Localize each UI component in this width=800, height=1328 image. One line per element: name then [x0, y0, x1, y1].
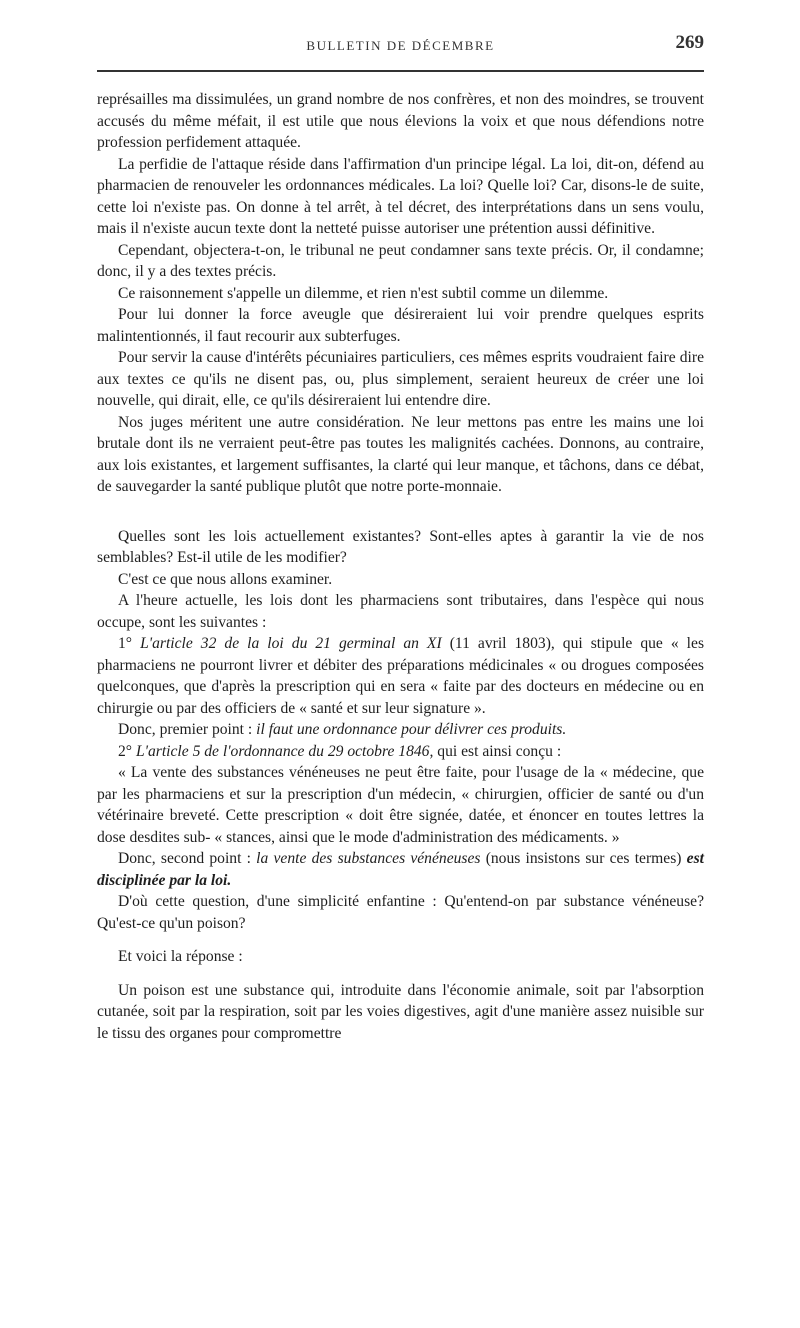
paragraph: Pour lui donner la force aveugle que désireraient lui voir prendre quelques esprits malintentionnés, il faut recourir aux subterfuges.	[97, 306, 704, 345]
law-citation-1	[97, 633, 704, 719]
body-text	[97, 89, 704, 1044]
lead-text: Donc, second point :	[118, 850, 251, 867]
page-header	[97, 30, 704, 60]
item-number: 1°	[118, 635, 133, 652]
emphasis: il faut une ordonnance pour délivrer ces produits.	[256, 721, 567, 738]
paragraph: Ce raisonnement s'appelle un dilemme, et rien n'est subtil comme un dilemme.	[118, 284, 609, 302]
paragraph: D'où cette question, d'une simplicité enfantine : Qu'entend-on par substance vénéneuse? Qu'est-ce qu'un poison?	[97, 893, 704, 932]
aside-text: (nous insistons sur ces termes)	[485, 850, 682, 867]
paragraph: A l'heure actuelle, les lois dont les pharmaciens sont tributaires, dans l'espèce qui nous occupe, sont les suivantes :	[97, 592, 704, 631]
paragraph: La perfidie de l'attaque réside dans l'affirmation d'un principe légal. La loi, dit-on, défend au pharmacien de renouveler les ordonnances médicales. La loi? Quelle loi? Car, disons-le de suite, cette loi n'existe pas. On donne à tel arrêt, à tel décret, des interprétations dans un sens voulu, mais il n'existe aucun texte dont la netteté puisse autoriser une prétention aussi définitive.	[97, 155, 704, 237]
law-quote: « La vente des substances vénéneuses ne peut être faite, pour l'usage de la « médecine, que par les pharmaciens et sur la prescription d'un médecin, « chirurgien, officier de santé ou d'un vétérinaire breveté. Cette prescription « doit être signée, datée, et énoncer en toutes lettres la dose desdites sub- « stances, ainsi que le mode d'administration des médicaments. »	[97, 764, 704, 846]
emphasis: la vente des substances vénéneuses	[256, 850, 481, 867]
law-reference: L'article 32 de la loi du 21 germinal an XI	[140, 635, 442, 652]
item-number: 2°	[118, 742, 133, 760]
header-rule	[97, 70, 704, 72]
citation-text: qui est ainsi conçu :	[437, 742, 562, 760]
paragraph: Et voici la réponse :	[118, 948, 243, 965]
paragraph: Un poison est une substance qui, introduite dans l'économie animale, soit par l'absorption cutanée, soit par la respiration, soit par les voies digestives, agit d'une manière assez nuisible sur le tissu des organes pour compromettre	[97, 981, 704, 1042]
paragraph	[97, 848, 704, 891]
law-quote: (11 avril 1803), qui stipule que « les pharmaciens ne pourront livrer et débiter des préparations médicinales « ou drogues composées quelconques, que d'après la prescription qui en sera « faite par des docteurs en médecine ou en chirurgie ou par des officiers de « santé et sur leur signature ».	[97, 635, 705, 717]
page-number: 269	[675, 32, 704, 53]
paragraph: représailles ma dissimulées, un grand nombre de nos confrères, et non des moindres, se trouvent accusés du même méfait, il est utile que nous élevions la voix et que nous défendions notre profession perfidement attaquée.	[97, 91, 704, 151]
paragraph	[97, 719, 704, 741]
paragraph: Nos juges méritent une autre considération. Ne leur mettons pas entre les mains une loi brutale dont ils ne verraient peut-être pas toutes les malignités cachées. Donnons, au contraire, aux lois existantes, et largement suffisantes, la clarté qui leur manque, et tâchons, dans ce débat, de sauvegarder la santé publique plutôt que notre porte-monnaie.	[97, 413, 704, 495]
paragraph: Pour servir la cause d'intérêts pécuniaires particuliers, ces mêmes esprits voudraient faire dire aux textes ce qu'ils ne disent pas, ou, plus simplement, seraient heureux de créer une loi nouvelle, qui dirait, elle, ce qu'ils désireraient lui entendre dire.	[97, 349, 704, 409]
emphasis: est disciplinée par la loi.	[97, 850, 704, 889]
law-reference: L'article 5 de l'ordonnance du 29 octobre 1846,	[135, 742, 434, 760]
law-citation-2	[97, 741, 704, 763]
running-title: BULLETIN DE DÉCEMBRE	[306, 38, 495, 53]
paragraph: Quelles sont les lois actuellement existantes? Sont-elles aptes à garantir la vie de nos semblables? Est-il utile de les modifier?	[97, 527, 704, 566]
lead-text: Donc, premier point :	[118, 721, 253, 738]
paragraph: Cependant, objectera-t-on, le tribunal ne peut condamner sans texte précis. Or, il condamne; donc, il y a des textes précis.	[97, 241, 704, 280]
paragraph: C'est ce que nous allons examiner.	[118, 570, 333, 588]
